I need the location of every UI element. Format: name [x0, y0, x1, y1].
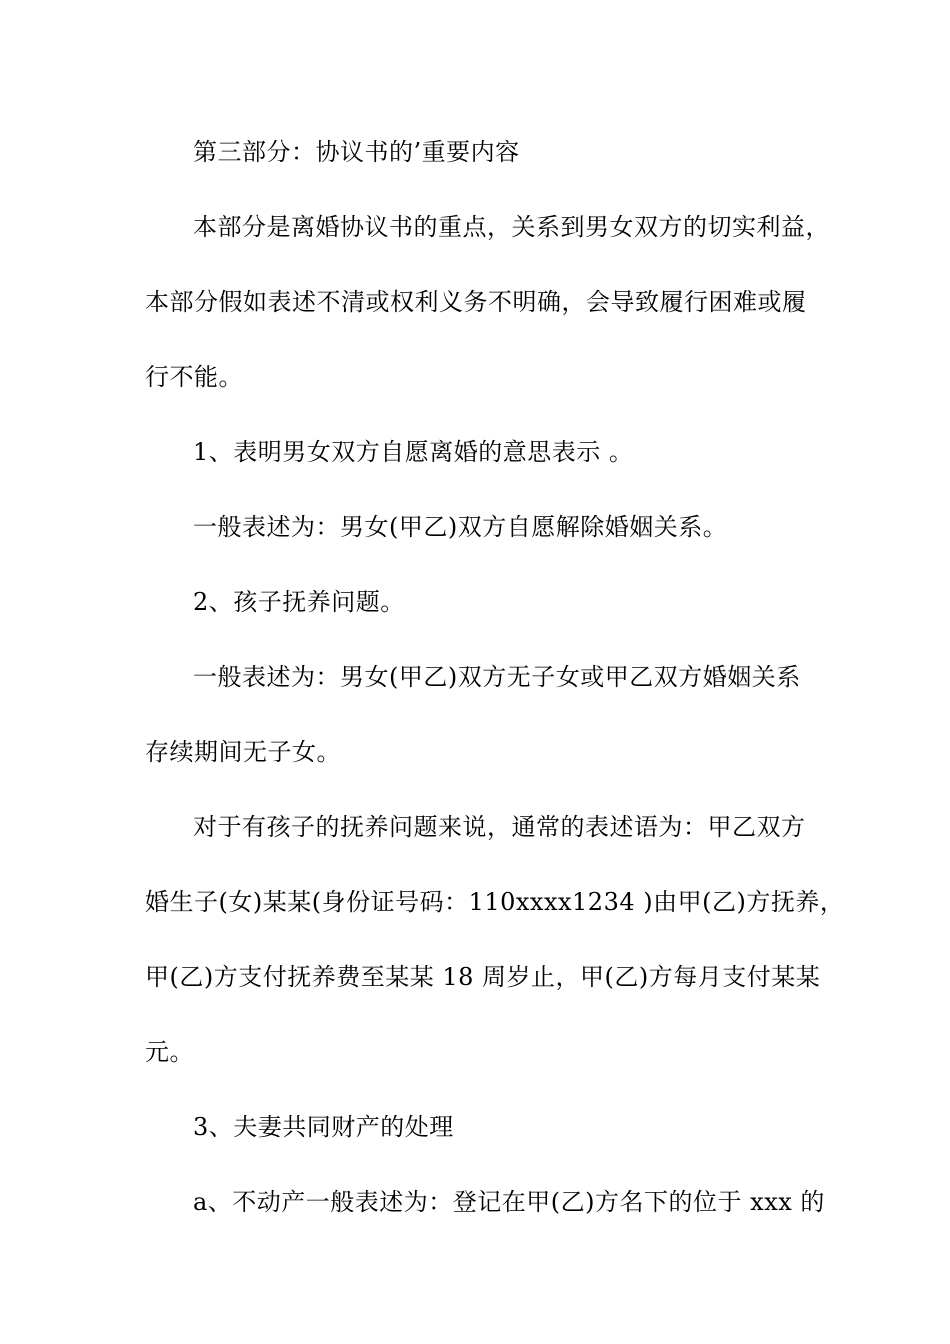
paragraph-line: 婚生子(女)某某(身份证号码：110xxxx1234 )由甲(乙)方抚养，	[145, 888, 845, 916]
paragraph-line: 行不能。	[145, 363, 243, 391]
paragraph-line: 本部分假如表述不清或权利义务不明确，会导致履行困难或履	[145, 288, 807, 316]
paragraph-line: a、不动产一般表述为：登记在甲(乙)方名下的位于 xxx 的	[193, 1188, 825, 1216]
paragraph-line: 本部分是离婚协议书的重点，关系到男女双方的切实利益，	[193, 213, 830, 241]
clause-heading: 3、夫妻共同财产的处理	[193, 1113, 454, 1141]
clause-heading: 2、孩子抚养问题。	[193, 588, 405, 616]
paragraph-line: 元。	[145, 1038, 194, 1066]
paragraph-line: 对于有孩子的抚养问题来说，通常的表述语为：甲乙双方	[193, 813, 806, 841]
paragraph-line: 一般表述为：男女(甲乙)双方自愿解除婚姻关系。	[193, 513, 728, 541]
paragraph-line: 存续期间无子女。	[145, 738, 341, 766]
paragraph-line: 甲(乙)方支付抚养费至某某 18 周岁止，甲(乙)方每月支付某某	[145, 963, 821, 991]
clause-heading: 1、表明男女双方自愿离婚的意思表示 。	[193, 438, 634, 466]
paragraph-line: 一般表述为：男女(甲乙)双方无子女或甲乙双方婚姻关系	[193, 663, 801, 691]
section-heading: 第三部分：协议书的’重要内容	[193, 138, 520, 166]
